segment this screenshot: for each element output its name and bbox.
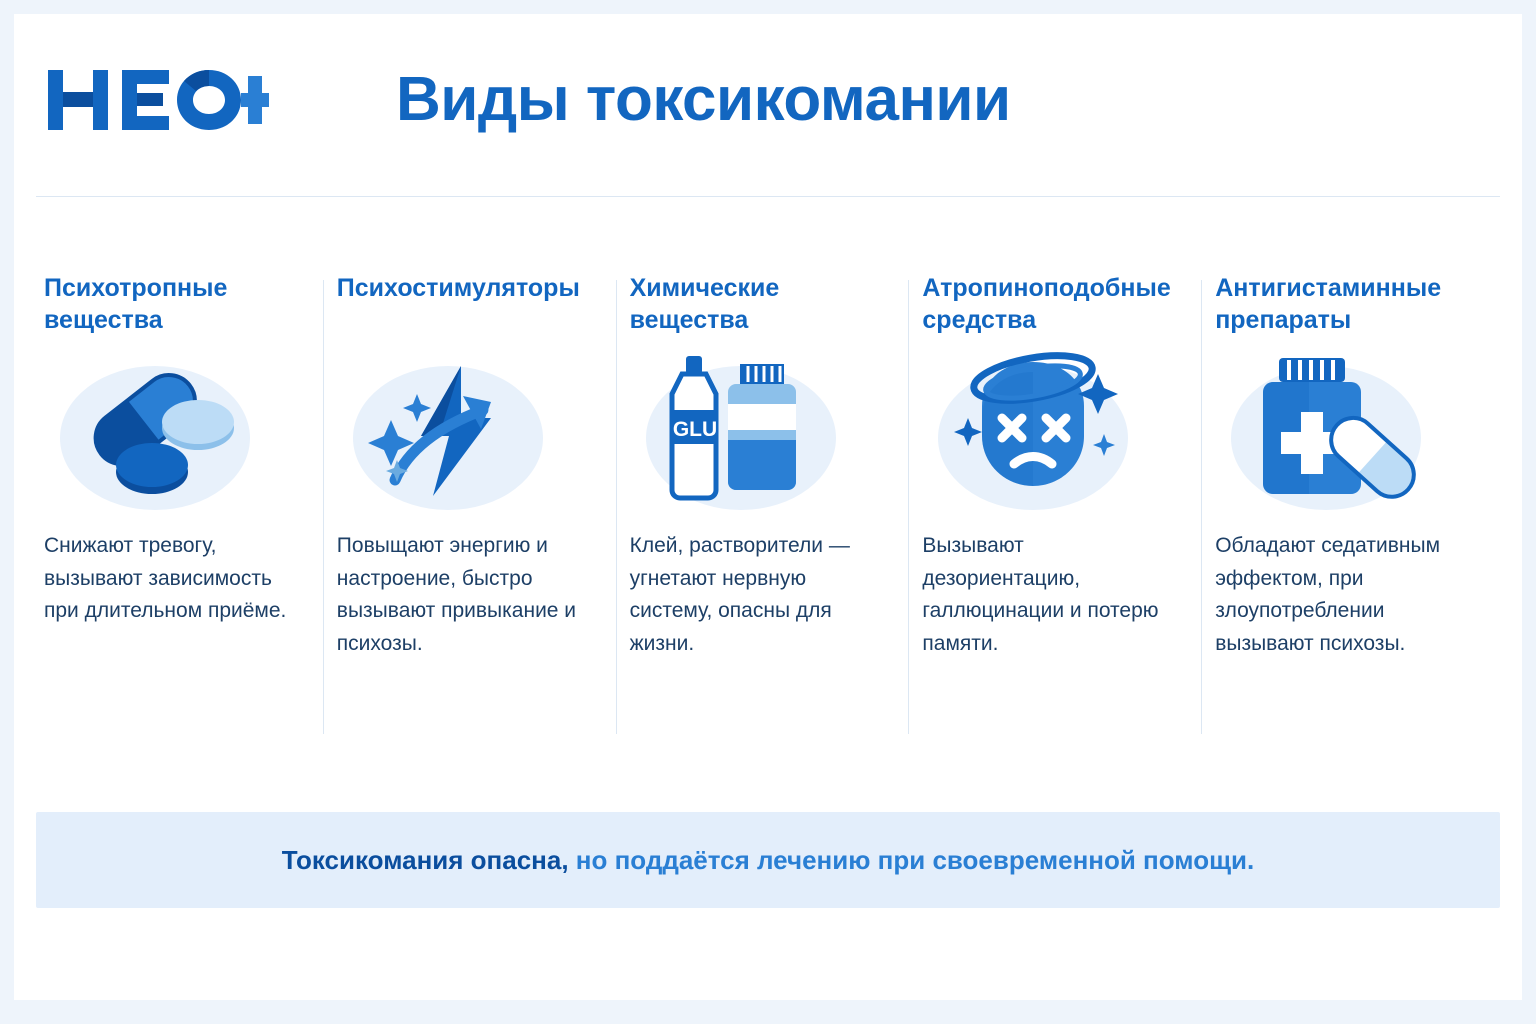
category-stimulants — [329, 272, 622, 742]
category-description: Снижают тревогу, вызывают зависимость при длительном приёме. — [44, 534, 287, 623]
page-edge-left — [0, 0, 14, 1024]
category-chemicals — [622, 272, 915, 742]
categories-row — [36, 272, 1500, 742]
page-edge-top — [0, 0, 1536, 14]
pills-icon — [44, 340, 307, 530]
medicine-bottle-capsule-icon — [1215, 340, 1478, 530]
category-title: Психостимуляторы — [336, 274, 580, 302]
footer-banner-text — [282, 845, 1254, 876]
dizzy-head-icon — [922, 340, 1185, 530]
glue-bottle-icon — [630, 340, 893, 530]
category-title: Психотропные вещества — [44, 274, 228, 334]
category-title: Атропиноподобные средства — [922, 274, 1171, 334]
category-atropine — [914, 272, 1207, 742]
page-edge-right — [1522, 0, 1536, 1024]
footer-banner-normal: но поддаётся лечению при своевременной помощи. — [568, 844, 1255, 875]
header — [36, 40, 1500, 160]
footer-banner-strong: Токсикомания опасна, — [281, 844, 569, 875]
category-psychotropic — [36, 272, 329, 742]
category-description: Вызывают дезориентацию, галлюцинации и потерю памяти. — [922, 534, 1159, 655]
svg-text:GLU: GLU — [672, 417, 717, 441]
lightning-bolt-icon — [337, 340, 600, 530]
category-title: Антигистаминные препараты — [1215, 274, 1442, 334]
category-antihistamines — [1207, 272, 1500, 742]
page-title: Виды токсикомании — [396, 65, 1011, 134]
category-description: Повыщают энергию и настроение, быстро вызывают привыкание и психозы. — [336, 534, 577, 655]
footer-banner — [36, 812, 1500, 908]
header-divider — [36, 196, 1500, 197]
category-title: Химические вещества — [629, 274, 780, 334]
brand-logo — [36, 64, 276, 136]
category-description: Клей, растворители — угнетают нервную систему, опасны для жизни. — [629, 534, 850, 655]
page-edge-bottom — [0, 1000, 1536, 1024]
category-description: Обладают седативным эффектом, при злоупотреблении вызывают психозы. — [1215, 534, 1441, 655]
